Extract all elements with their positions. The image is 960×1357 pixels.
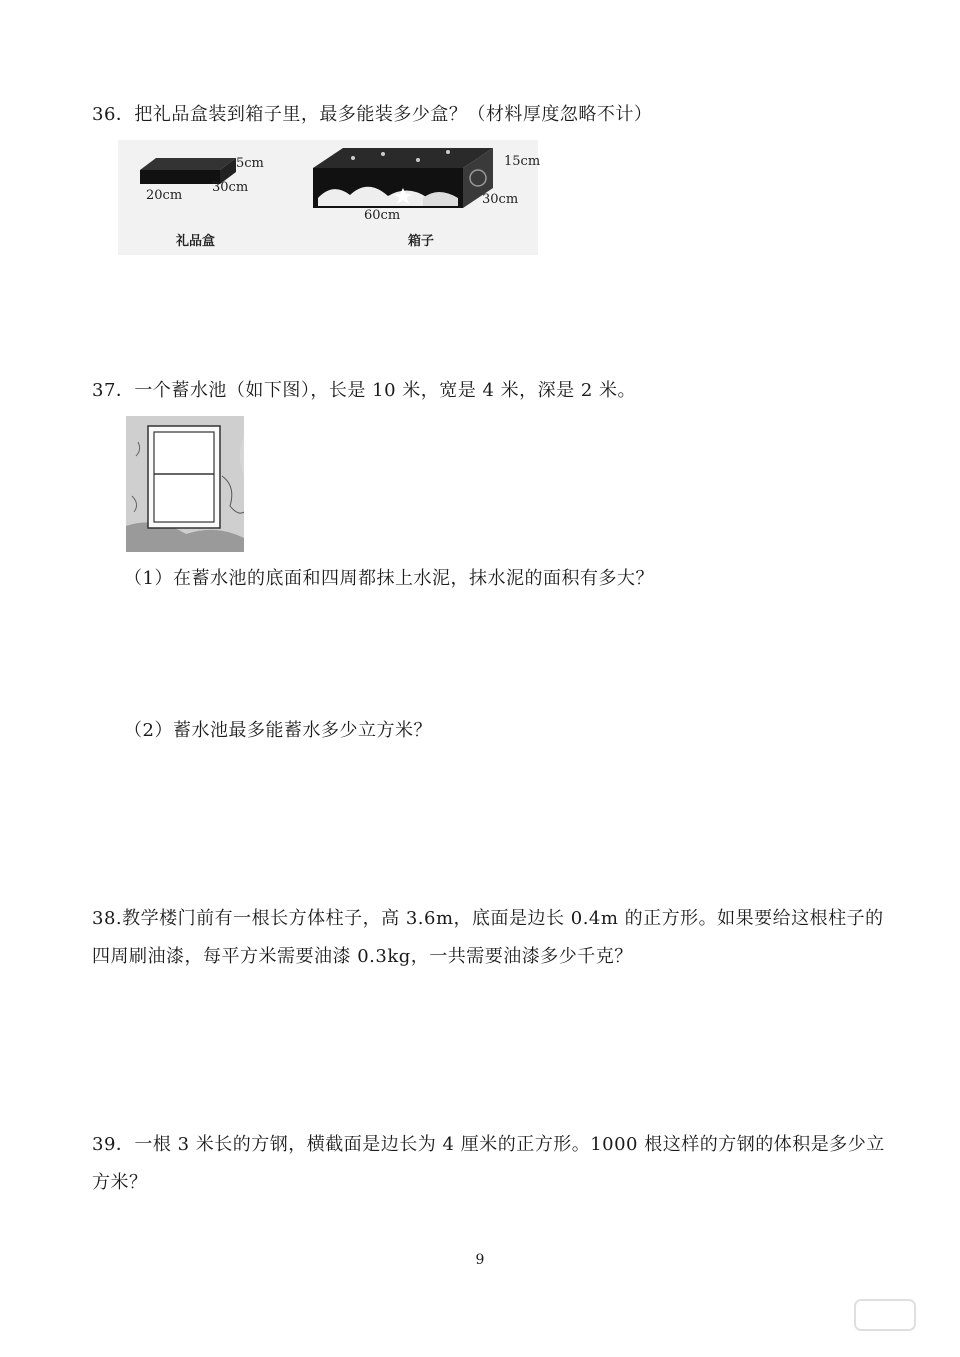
gift-box-height-label: 5cm <box>236 156 264 171</box>
figure-36 <box>118 140 541 255</box>
question-37: 37．一个蓄水池（如下图），长是 10 米，宽是 4 米，深是 2 米。 <box>92 380 637 401</box>
question-39: 39．一根 3 米长的方钢，横截面是边长为 4 厘米的正方形。1000 根这样的方钢的体积是多少立方米？ <box>92 1134 885 1193</box>
watermark-mark <box>850 1295 920 1335</box>
question-37-part-2: （2）蓄水池最多能蓄水多少立方米？ <box>124 720 432 741</box>
page-number: 9 <box>475 1252 485 1268</box>
question-38: 38.教学楼门前有一根长方体柱子，高 3.6m，底面是边长 0.4m 的正方形。如果要给这根柱子的四周刷油漆，每平方米需要油漆 0.3kg，一共需要油漆多少千克？ <box>92 908 884 967</box>
question-37-part-1: （1）在蓄水池的底面和四周都抹上水泥，抹水泥的面积有多大？ <box>124 568 654 589</box>
gift-box-caption: 礼品盒 <box>176 234 216 249</box>
box-width-label: 30cm <box>482 192 519 207</box>
box-length-label: 60cm <box>364 208 401 223</box>
reservoir-drawing <box>126 416 244 552</box>
gift-box-width-label: 30cm <box>212 180 249 195</box>
box-height-label: 15cm <box>504 154 541 169</box>
box-shape <box>313 148 493 208</box>
box-caption: 箱子 <box>408 234 435 249</box>
figure-37 <box>126 416 244 552</box>
gift-box-length-label: 20cm <box>146 188 183 203</box>
question-36: 36．把礼品盒装到箱子里，最多能装多少盒？（材料厚度忽略不计） <box>92 104 653 125</box>
